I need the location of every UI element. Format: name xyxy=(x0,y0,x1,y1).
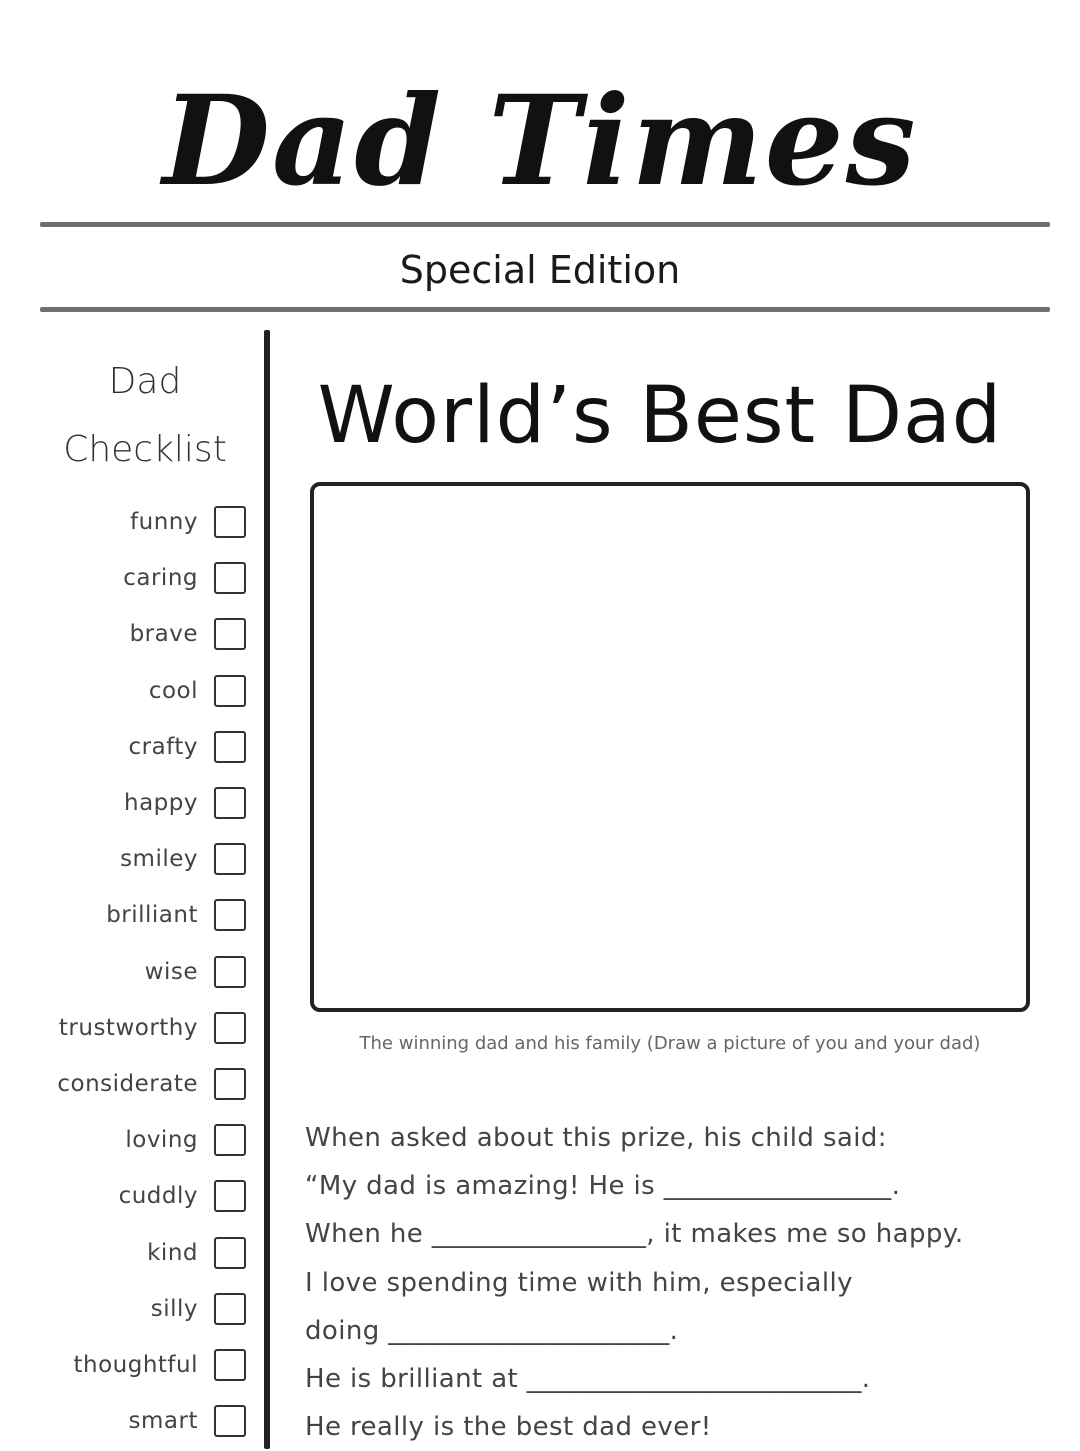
drawing-frame[interactable] xyxy=(310,482,1030,1012)
story-line: “My dad is amazing! He is _________________. xyxy=(305,1171,901,1202)
checklist-item xyxy=(40,887,250,943)
checklist-item xyxy=(40,1000,250,1056)
checklist-item xyxy=(40,550,250,606)
checklist-item-label: brilliant xyxy=(106,902,198,929)
headline: World’s Best Dad xyxy=(317,371,1003,461)
checkbox[interactable] xyxy=(214,787,246,819)
column-divider xyxy=(264,330,270,1449)
checklist-item-label: wise xyxy=(144,958,198,985)
checkbox[interactable] xyxy=(214,562,246,594)
story-line: I love spending time with him, especially xyxy=(305,1267,853,1298)
checkbox[interactable] xyxy=(214,1012,246,1044)
checklist-title-line1: Dad xyxy=(108,361,182,402)
checklist-item-label: thoughtful xyxy=(73,1351,198,1378)
checklist-item-label: cuddly xyxy=(118,1183,198,1210)
checkbox[interactable] xyxy=(214,731,246,763)
checkbox[interactable] xyxy=(214,506,246,538)
checklist-item xyxy=(40,1281,250,1337)
story-line: When asked about this prize, his child said: xyxy=(305,1123,887,1153)
checkbox[interactable] xyxy=(214,1124,246,1156)
checklist-item xyxy=(40,831,250,887)
checklist-item xyxy=(40,1337,250,1393)
checklist-item-label: considerate xyxy=(57,1070,198,1097)
checkbox[interactable] xyxy=(214,675,246,707)
checkbox[interactable] xyxy=(214,899,246,931)
checkbox[interactable] xyxy=(214,1349,246,1381)
masthead-bottom-rule xyxy=(40,307,1050,312)
checkbox[interactable] xyxy=(214,843,246,875)
checklist-item-label: loving xyxy=(125,1127,198,1154)
edition-label: Special Edition xyxy=(399,248,681,292)
checklist-title-line2: Checklist xyxy=(63,429,227,470)
checklist-item xyxy=(40,1168,250,1224)
checklist-item xyxy=(40,775,250,831)
checklist-item xyxy=(40,944,250,1000)
checkbox[interactable] xyxy=(214,618,246,650)
checklist-item-label: happy xyxy=(124,790,198,817)
story-line: doing _____________________. xyxy=(305,1315,679,1346)
checklist-item xyxy=(40,606,250,662)
checklist-item xyxy=(40,1393,250,1449)
checklist-item xyxy=(40,663,250,719)
checklist-item-label: crafty xyxy=(128,733,198,760)
checklist-item-label: brave xyxy=(129,621,198,648)
checkbox[interactable] xyxy=(214,1237,246,1269)
checklist-item-label: silly xyxy=(150,1295,198,1322)
checklist-item xyxy=(40,719,250,775)
checkbox[interactable] xyxy=(214,1180,246,1212)
masthead-top-rule xyxy=(40,222,1050,227)
story-line: When he ________________, it makes me so happy. xyxy=(305,1219,964,1250)
checklist-item-label: smiley xyxy=(120,846,198,873)
story-text xyxy=(305,1114,1045,1451)
checklist-item-label: caring xyxy=(123,565,198,592)
story-line: He really is the best dad ever! xyxy=(305,1412,712,1443)
checkbox[interactable] xyxy=(214,1293,246,1325)
drawing-caption: The winning dad and his family (Draw a picture of you and your dad) xyxy=(359,1033,981,1054)
story-line: He is brilliant at _________________________. xyxy=(305,1364,871,1395)
checkbox[interactable] xyxy=(214,1068,246,1100)
checklist-item xyxy=(40,1112,250,1168)
dad-checklist xyxy=(40,494,250,1449)
checklist-item-label: trustworthy xyxy=(58,1014,198,1041)
checkbox[interactable] xyxy=(214,956,246,988)
checklist-item-label: kind xyxy=(147,1239,198,1266)
checklist-item xyxy=(40,1224,250,1280)
checklist-item xyxy=(40,1056,250,1112)
checkbox[interactable] xyxy=(214,1405,246,1437)
checklist-item-label: smart xyxy=(128,1408,198,1435)
checklist-title xyxy=(40,348,250,484)
checklist-item-label: cool xyxy=(148,677,198,704)
checklist-item-label: funny xyxy=(130,509,198,536)
masthead-title: Dad Times xyxy=(162,69,918,214)
checklist-item xyxy=(40,494,250,550)
